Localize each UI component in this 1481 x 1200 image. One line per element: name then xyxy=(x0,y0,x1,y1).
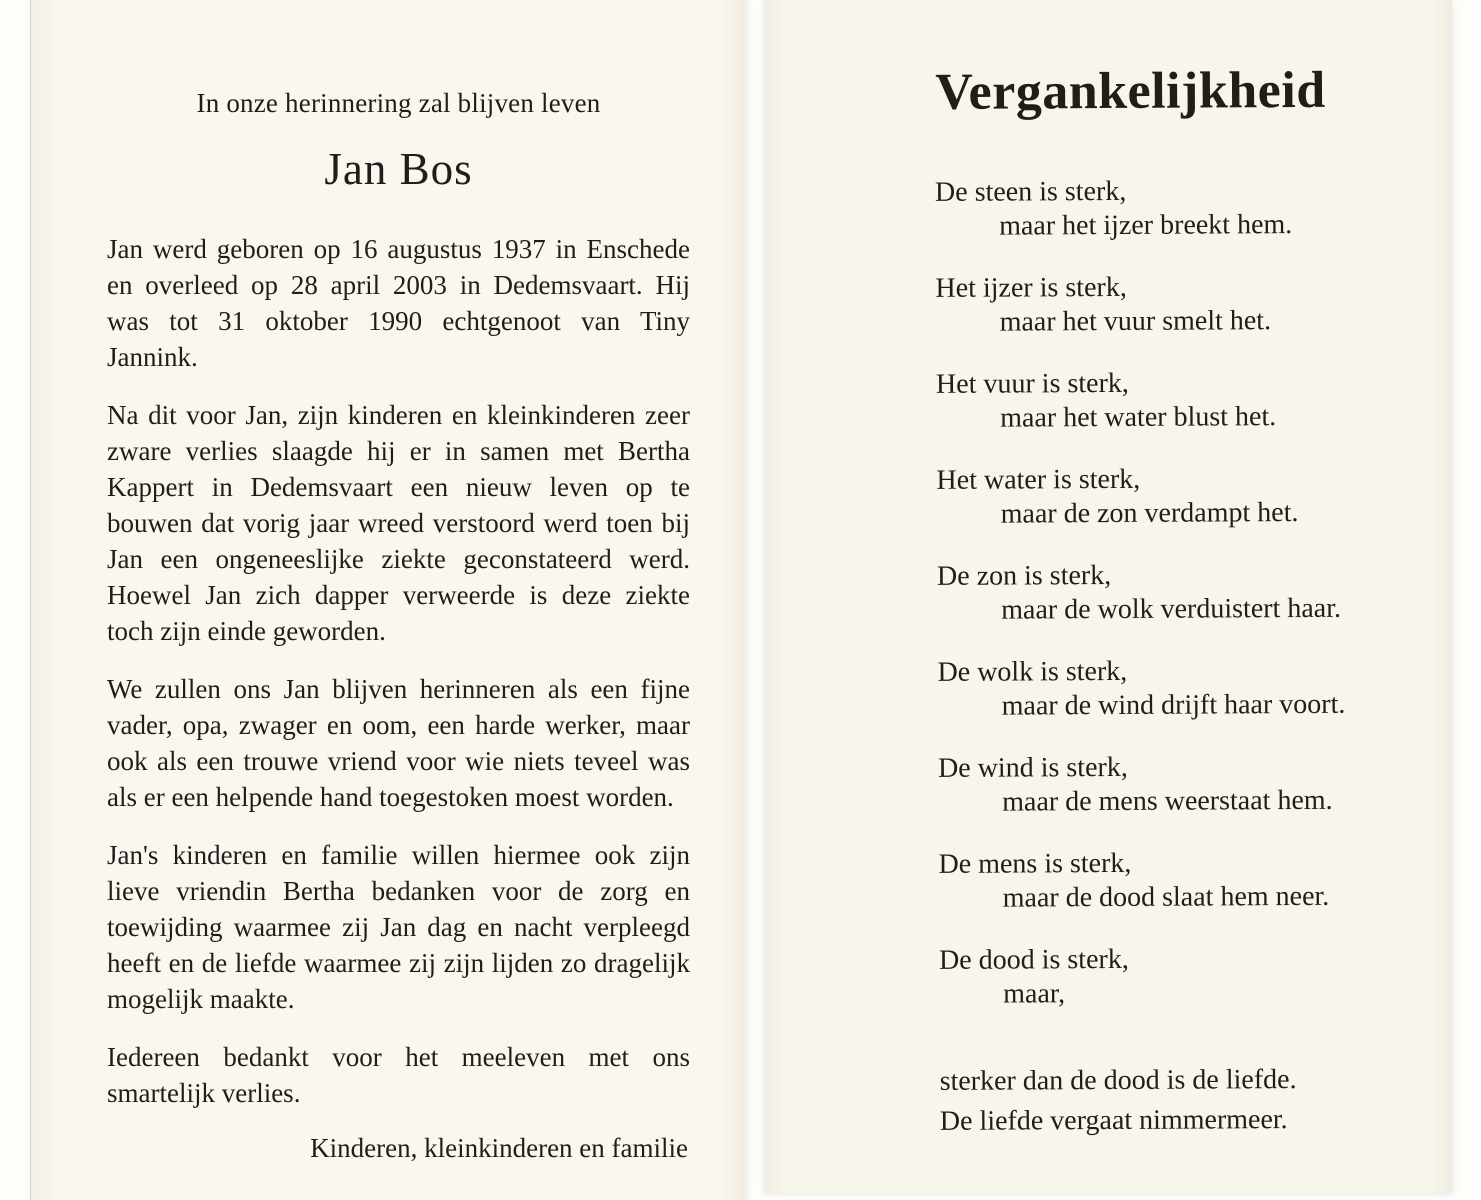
poem-stanza xyxy=(937,653,1431,724)
bio-paragraph: We zullen ons Jan blijven herinneren als een fijne vader, opa, zwager en oom, een harde werker, maar ook als een trouwe vriend voor wie niets teveel was als er een helpende hand toegestoken moest worden. xyxy=(107,674,690,812)
bio-paragraph: Iedereen bedankt voor het meeleven met ons smartelijk verlies. xyxy=(107,1042,690,1108)
poem-line-indent: maar de wolk verduistert haar. xyxy=(1001,592,1342,626)
poem-line: De wolk is sterk, xyxy=(937,655,1128,688)
bio-paragraph: Jan's kinderen en familie willen hiermee ook zijn lieve vriendin Bertha bedanken voor de zorg en toewijding waarmee zij Jan dag en nacht verpleegd heeft en de liefde waarmee zij zijn lijden zo dragelijk mogelijk maakte. xyxy=(107,840,690,1014)
poem-line: Het ijzer is sterk, xyxy=(935,271,1127,304)
poem-line-indent: maar het vuur smelt het. xyxy=(999,305,1272,338)
poem-closing xyxy=(769,1037,1458,1143)
poem-stanza xyxy=(935,269,1429,340)
poem-line: De mens is sterk, xyxy=(938,847,1132,880)
poem-stanza xyxy=(938,749,1432,820)
poem-closing-line: De liefde vergaat nimmermeer. xyxy=(939,1104,1288,1137)
bio-paragraph: Na dit voor Jan, zijn kinderen en kleinkinderen zeer zware verlies slaagde hij er in samen met Bertha Kappert in Dedemsvaart een nieuw leven op te bouwen dat vorig jaar wreed verstoord werd toen bij Jan een ongeneeslijke ziekte geconstateerd werd. Hoewel Jan zich dapper verweerde is deze ziekte toch zijn einde geworden. xyxy=(107,400,690,646)
poem-stanza xyxy=(939,941,1433,1012)
poem-line-indent: maar de zon verdampt het. xyxy=(1000,497,1299,530)
poem-stanza xyxy=(936,461,1430,532)
poem-line: De dood is sterk, xyxy=(938,943,1129,976)
poem-line-indent: maar de wind drijft haar voort. xyxy=(1001,688,1346,722)
poem-closing-line: sterker dan de dood is de liefde. xyxy=(939,1064,1297,1097)
poem-line: De wind is sterk, xyxy=(937,751,1128,784)
poem-stanza xyxy=(936,365,1430,436)
left-page-content xyxy=(31,0,746,1164)
biography xyxy=(107,231,690,1111)
poem-line: Het water is sterk, xyxy=(936,463,1141,496)
right-page-content xyxy=(764,0,1458,1143)
deceased-name: Jan Bos xyxy=(324,144,473,194)
bio-paragraph: Jan werd geboren op 16 augustus 1937 in Enschede en overleed op 28 april 2003 in Dedemsvaart. Hij was tot 31 oktober 1990 echtgenoot van Tiny Jannink. xyxy=(107,234,690,372)
poem-stanza xyxy=(935,173,1429,244)
poem-line-indent: maar het water blust het. xyxy=(1000,401,1277,434)
poem-line: De steen is sterk, xyxy=(934,175,1127,208)
poem-line: Het vuur is sterk, xyxy=(935,367,1129,400)
poem-line: De zon is sterk, xyxy=(936,559,1112,592)
memorial-card-right-page xyxy=(764,0,1452,1193)
poem-line-indent: maar, xyxy=(1003,978,1066,1010)
poem-stanzas xyxy=(765,119,1458,1013)
poem-title: Vergankelijkheid xyxy=(935,61,1326,121)
poem-line-indent: maar de dood slaat hem neer. xyxy=(1002,880,1330,914)
poem-stanza xyxy=(937,557,1431,628)
poem-line-indent: maar de mens weerstaat hem. xyxy=(1002,784,1333,818)
intro-line: In onze herinnering zal blijven leven xyxy=(196,88,601,118)
memorial-card-left-page xyxy=(30,0,746,1200)
poem-line-indent: maar het ijzer breekt hem. xyxy=(999,209,1293,242)
poem-stanza xyxy=(938,845,1432,916)
family-signature: Kinderen, kleinkinderen en familie xyxy=(310,1133,688,1163)
